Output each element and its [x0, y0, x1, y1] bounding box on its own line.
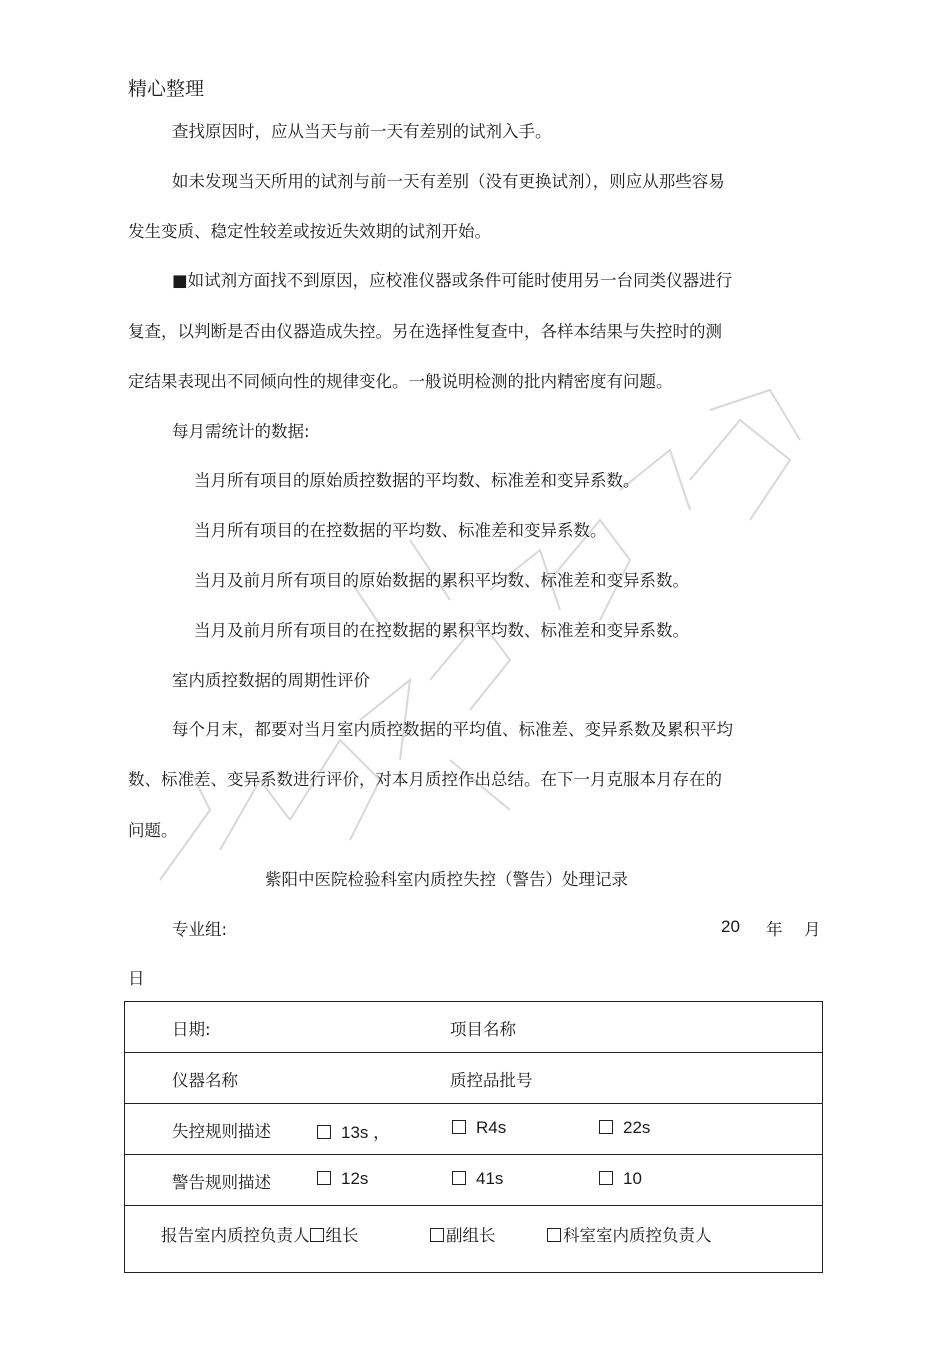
paragraph-line: 问题。: [128, 821, 178, 840]
report-line: [161, 1222, 359, 1246]
checkbox[interactable]: [430, 1228, 444, 1242]
list-item: 当月及前月所有项目的原始数据的累积平均数、标准差和变异系数。: [194, 571, 689, 590]
list-item: 当月所有项目的在控数据的平均数、标准差和变异系数。: [194, 521, 607, 540]
checkbox[interactable]: [317, 1171, 331, 1185]
date-label: 日期:: [172, 1020, 211, 1039]
page-header: 精心整理: [128, 78, 205, 100]
checkbox[interactable]: [317, 1125, 331, 1139]
group-label: 专业组:: [172, 920, 228, 939]
list-item: 当月及前月所有项目的在控数据的累积平均数、标准差和变异系数。: [194, 621, 689, 640]
paragraph-line: 发生变质、稳定性较差或按近失效期的试剂开始。: [128, 222, 491, 241]
option-label: 22s: [623, 1118, 651, 1137]
table-row: [125, 1155, 822, 1206]
report-option-deputy[interactable]: [430, 1222, 496, 1246]
table-row: [125, 1053, 822, 1104]
table-row: [125, 1206, 822, 1272]
option-label: 副组长: [446, 1226, 496, 1245]
form-title: 紫阳中医院检验科室内质控失控（警告）处理记录: [265, 870, 628, 889]
option-label: R4s: [476, 1118, 507, 1137]
option-label: 10: [623, 1169, 642, 1188]
outcontrol-option-22s[interactable]: [599, 1118, 650, 1138]
checkbox[interactable]: [599, 1171, 613, 1185]
option-label: 12s: [341, 1169, 369, 1188]
checkbox[interactable]: [599, 1120, 613, 1134]
month-char: 月: [804, 920, 821, 939]
report-label: 报告室内质控负责人: [161, 1226, 310, 1245]
table-row: [125, 1002, 822, 1053]
outcontrol-option-r4s[interactable]: [452, 1118, 506, 1138]
outcontrol-rule-label: 失控规则描述: [172, 1122, 271, 1141]
paragraph-line: ■如试剂方面找不到原因，应校准仪器或条件可能时使用另一台同类仪器进行: [172, 271, 733, 290]
year-prefix: 20: [721, 917, 740, 936]
option-label: 41s: [476, 1169, 504, 1188]
report-option-leader: 组长: [325, 1226, 359, 1245]
instrument-label: 仪器名称: [172, 1071, 238, 1090]
warning-option-12s[interactable]: [317, 1169, 368, 1189]
record-table: [124, 1001, 823, 1273]
batch-label: 质控品批号: [450, 1071, 533, 1090]
paragraph-line: 如未发现当天所用的试剂与前一天有差别（没有更换试剂），则应从那些容易: [172, 172, 725, 191]
option-label: 科室室内质控负责人: [563, 1226, 712, 1245]
outcontrol-option-13s[interactable]: [317, 1118, 390, 1143]
report-option-dept-head[interactable]: [547, 1222, 712, 1246]
day-char: 日: [128, 969, 145, 988]
table-row: [125, 1104, 822, 1155]
option-label: 13s ，: [341, 1123, 391, 1142]
checkbox[interactable]: [452, 1120, 466, 1134]
warning-option-10[interactable]: [599, 1169, 642, 1189]
item-name-label: 项目名称: [450, 1020, 516, 1039]
checkbox[interactable]: [452, 1171, 466, 1185]
checkbox[interactable]: [547, 1228, 561, 1242]
paragraph-line: 复查，以判断是否由仪器造成失控。另在选择性复查中，各样本结果与失控时的测: [128, 322, 722, 341]
paragraph-line: 每月需统计的数据:: [172, 422, 310, 441]
year-char: 年: [766, 920, 783, 939]
paragraph-line: 查找原因时，应从当天与前一天有差别的试剂入手。: [172, 122, 552, 141]
section-heading: 室内质控数据的周期性评价: [172, 671, 370, 690]
checkbox[interactable]: [310, 1228, 324, 1242]
paragraph-line: 数、标准差、变异系数进行评价，对本月质控作出总结。在下一月克服本月存在的: [128, 770, 722, 789]
warning-option-41s[interactable]: [452, 1169, 503, 1189]
paragraph-line: 每个月末，都要对当月室内质控数据的平均值、标准差、变异系数及累积平均: [172, 720, 733, 739]
list-item: 当月所有项目的原始质控数据的平均数、标准差和变异系数。: [194, 471, 640, 490]
warning-rule-label: 警告规则描述: [172, 1173, 271, 1192]
paragraph-line: 定结果表现出不同倾向性的规律变化。一般说明检测的批内精密度有问题。: [128, 372, 673, 391]
